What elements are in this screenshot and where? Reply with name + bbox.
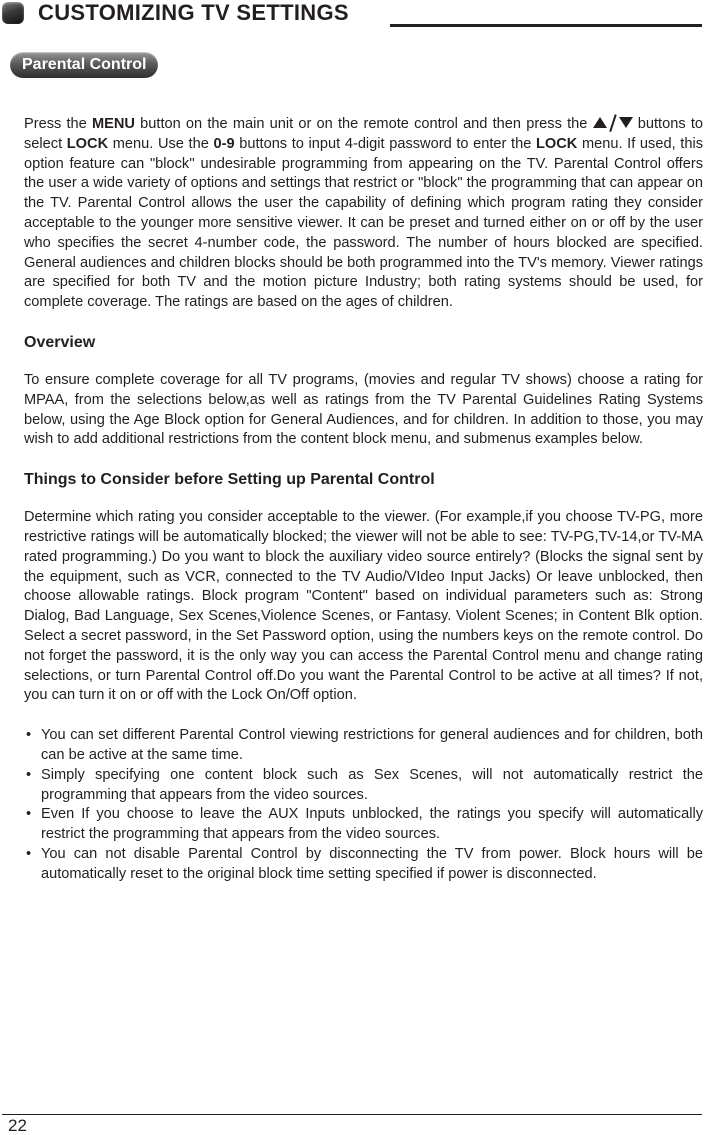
up-arrow-icon (593, 117, 607, 128)
bullet-item: • Even If you choose to leave the AUX Inputs unblocked, the ratings you specify will automatically restrict the programming that appears from the video sources. (24, 805, 703, 845)
intro-text-5: buttons to input 4-digit password to enter the (234, 135, 536, 152)
page-number: 22 (8, 1116, 27, 1135)
bullet-list (24, 726, 703, 884)
slash-icon (608, 115, 618, 131)
lock-keyword-2: LOCK (535, 135, 578, 152)
header-rule (390, 24, 702, 27)
bullet-item: • Simply specifying one content block such as Sex Scenes, will not automatically restrict the programming that appears from the video sources. (24, 766, 703, 806)
overview-heading: Overview (24, 333, 96, 351)
things-paragraph: Determine which rating you consider acceptable to the viewer. (For example,if you choose TV-PG, more restrictive ratings will be automatically blocked; the viewer will not be able to see: TV-PG,TV-14,or TV-MA rated programming.) Do you want to block the auxiliary video source entirely? (Blocks the signal sent by the equipment, such as VCR, connected to the TV Audio/VIdeo Input Jacks) Or leave unblocked, then choose allowable ratings. Block program "Content" based on individual parameters such as: Strong Dialog, Bad Language, Sex Scenes,Violence Scenes, or Fantasy. Violent Scenes; in Content Blk option. Select a secret password, in the Set Password option, using the numbers keys on the remote control. Do not forget the password, it is the only way you can access the Parental Control menu and change rating selections, or turn Parental Control off.Do you want the Parental Control to be active at all times? If not, you can turn it on or off with the Lock On/Off option. (24, 509, 703, 704)
intro-text-6: menu. If used, this option feature can "block'' undesirable programming from appearing on the TV. Parental Control offers the user a wide variety of options and settings that restrict or "block" the programming that can appear on the TV. Parental Control allows the user the capability of defining which program rating they consider acceptable to the younger more sensitive viewer. It can be preset and turned either on or off by the user who specifies the secret 4-number code, the password. The number of hours blocked are specified. General audiences and children blocks should be both programmed into the TV's memory. Viewer ratings are specified for both TV and the motion picture Industry; both rating systems should be used, for complete coverage. The ratings are based on the ages of children. (24, 135, 703, 311)
page-title: CUSTOMIZING TV SETTINGS (38, 0, 349, 25)
menu-keyword: MENU (91, 116, 135, 132)
intro-text-1: Press the (24, 116, 92, 132)
intro-text-4: menu. Use the (108, 135, 214, 152)
bullet-item: • You can not disable Parental Control by disconnecting the TV from power. Block hours will be automatically reset to the original block time setting specified if power is disconnected. (24, 845, 703, 885)
overview-paragraph: To ensure complete coverage for all TV programs, (movies and regular TV shows) choose a rating for MPAA, from the selections below,as well as ratings from the TV Parental Guidelines Rating Systems below, using the Age Block option for General Audiences, and for children. In addition to those, you may wish to add additional restrictions from the content block menu, and submenus examples below. (24, 371, 703, 448)
down-arrow-icon (619, 117, 633, 128)
section-label-parental-control: Parental Control (10, 52, 158, 78)
lock-keyword: LOCK (66, 135, 109, 152)
page-content (24, 115, 703, 885)
intro-text-2: button on the main unit or on the remote control and then press the (134, 116, 593, 132)
bullet-item: • You can set different Parental Control viewing restrictions for general audiences and for children, both can be active at the same time. (24, 726, 703, 766)
footer-rule (2, 1114, 702, 1115)
intro-text-3: buttons to select (24, 116, 703, 152)
page-header (0, 0, 704, 30)
rounded-square-icon (2, 2, 24, 24)
digits-keyword: 0-9 (213, 135, 235, 152)
things-heading: Things to Consider before Setting up Parental Control (24, 471, 435, 489)
intro-paragraph (24, 115, 703, 313)
